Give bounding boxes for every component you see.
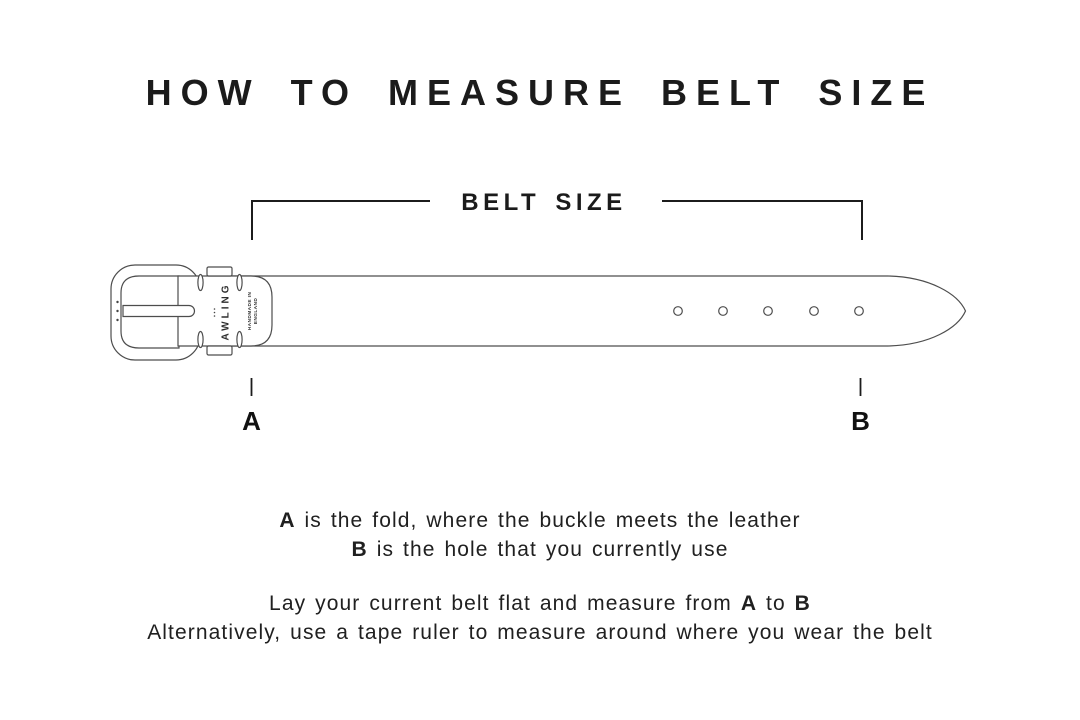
belt-size-label: BELT SIZE	[461, 189, 627, 216]
belt-strap	[232, 276, 966, 346]
madein-text	[248, 289, 270, 333]
page-title: HOW TO MEASURE BELT SIZE	[145, 72, 935, 113]
caption-line-alternative: Alternatively, use a tape ruler to measure around where you wear the belt	[147, 620, 933, 644]
buckle-prong	[123, 306, 195, 317]
brand-text: AWLING	[220, 282, 232, 341]
size-bracket-left	[252, 201, 430, 240]
caption-line-measure: Lay your current belt flat and measure from A to B	[269, 592, 811, 615]
stitch-pill	[198, 332, 203, 348]
marker-a-label: A	[242, 406, 262, 436]
size-bracket-right	[662, 201, 862, 240]
madein-line2: ENGLAND	[253, 297, 259, 325]
caption-instructions	[0, 590, 1080, 647]
stitch-pill	[237, 275, 242, 291]
caption-line-a: A is the fold, where the buckle meets the leather	[279, 509, 801, 532]
stitch-pill	[237, 332, 242, 348]
caption-ab-definition	[0, 507, 1080, 564]
caption-line-b: B is the hole that you currently use	[351, 537, 729, 561]
stitch-pill	[198, 275, 203, 291]
brand-dots	[214, 308, 216, 317]
madein-line1: HANDMADE IN	[248, 291, 253, 331]
marker-b-label: B	[851, 406, 871, 436]
